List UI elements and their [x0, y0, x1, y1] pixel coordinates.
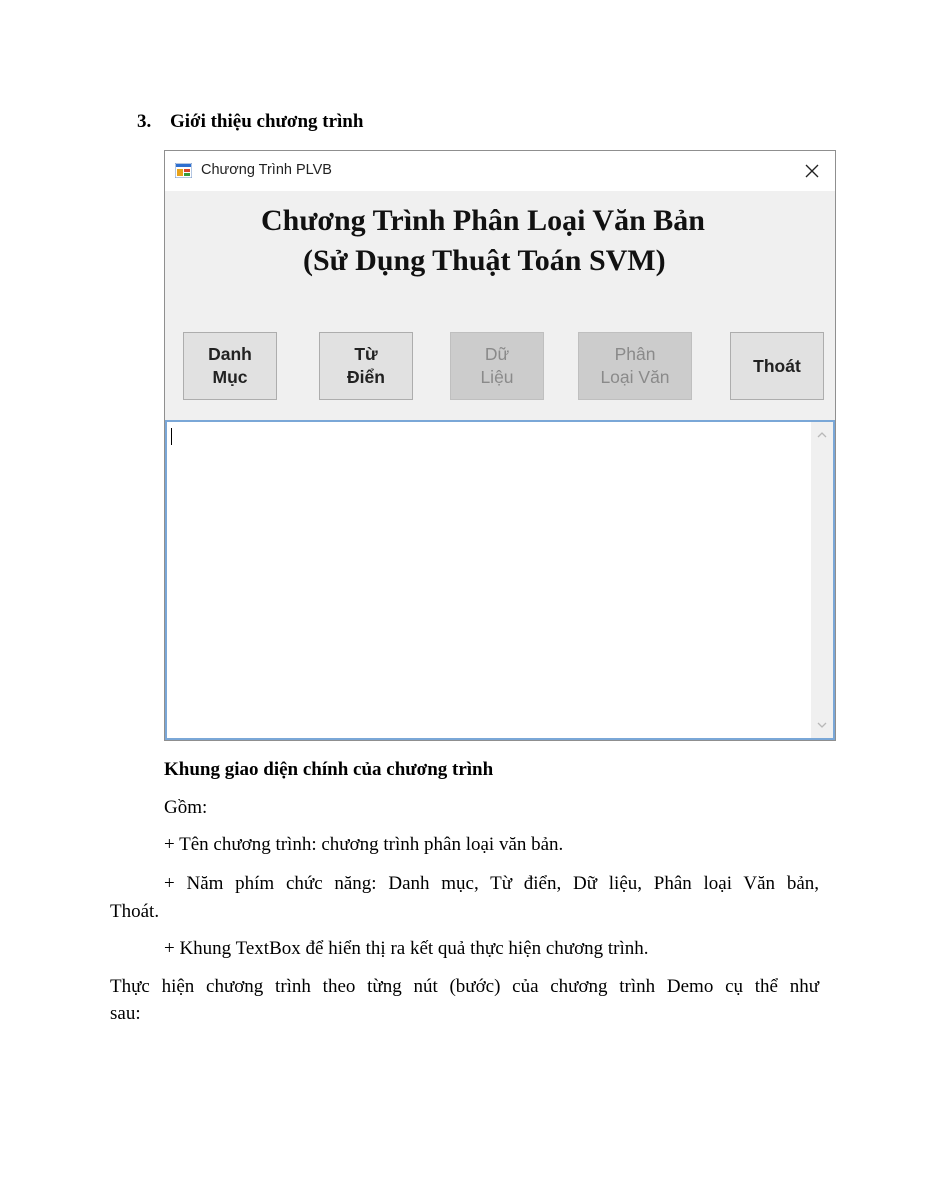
scroll-down-arrow-icon[interactable]	[816, 720, 828, 730]
section-number: 3.	[137, 111, 152, 132]
section-title: Giới thiệu chương trình	[170, 111, 364, 132]
close-icon	[805, 164, 819, 178]
window-title: Chương Trình PLVB	[201, 162, 332, 178]
scroll-up-arrow-icon[interactable]	[816, 430, 828, 440]
app-heading-line2: (Sử Dụng Thuật Toán SVM)	[303, 244, 666, 277]
paragraph-function-keys-cont: Thoát.	[110, 901, 160, 922]
thoat-button[interactable]	[730, 332, 824, 400]
danh-muc-label-1: Danh	[208, 344, 252, 364]
tu-dien-label-1: Từ	[354, 344, 378, 364]
text-caret	[171, 428, 172, 445]
title-bar[interactable]	[165, 151, 835, 191]
paragraph-steps-cont: sau:	[110, 1003, 141, 1024]
close-button[interactable]	[795, 155, 829, 187]
danh-muc-button[interactable]	[183, 332, 277, 400]
du-lieu-label-1: Dữ	[484, 344, 510, 364]
danh-muc-label-2: Mục	[212, 367, 248, 387]
paragraph-includes: Gồm:	[164, 797, 208, 818]
app-window	[164, 150, 836, 741]
phan-loai-label-2: Loại Văn	[600, 367, 670, 387]
paragraph-program-name: + Tên chương trình: chương trình phân loại văn bản.	[164, 834, 564, 855]
phan-loai-van-button[interactable]	[578, 332, 692, 400]
thoat-label: Thoát	[753, 355, 801, 376]
tu-dien-label-2: Điển	[347, 367, 385, 387]
du-lieu-label-2: Liệu	[480, 367, 514, 387]
paragraph-function-keys: + Năm phím chức năng: Danh mục, Từ điển, Dữ liệu, Phân loại Văn bản,	[164, 873, 819, 894]
app-icon	[175, 163, 192, 178]
paragraph-textbox: + Khung TextBox để hiển thị ra kết quả thực hiện chương trình.	[164, 938, 649, 959]
du-lieu-button[interactable]	[450, 332, 544, 400]
paragraph-steps: Thực hiện chương trình theo từng nút (bước) của chương trình Demo cụ thể như	[110, 976, 819, 997]
vertical-scrollbar[interactable]	[811, 422, 833, 738]
output-textbox[interactable]	[165, 420, 835, 740]
section-heading	[137, 111, 363, 133]
figure-caption: Khung giao diện chính của chương trình	[164, 759, 494, 780]
tu-dien-button[interactable]	[319, 332, 413, 400]
app-heading-line1: Chương Trình Phân Loại Văn Bản	[261, 204, 705, 237]
phan-loai-label-1: Phân	[614, 344, 656, 364]
